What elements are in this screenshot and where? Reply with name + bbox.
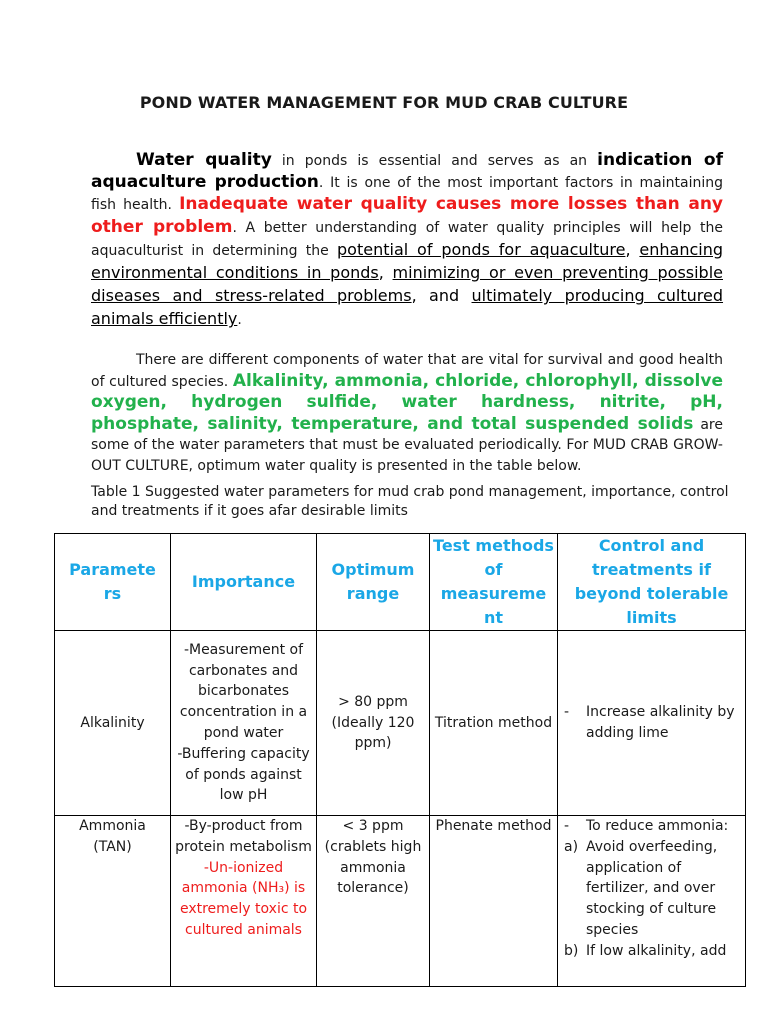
text-run: . It is one of the most important factors in maintaining fish health. xyxy=(91,175,723,214)
control-text: Avoid overfeeding, application of fertilizer, and over stocking of culture species xyxy=(586,838,718,938)
list-marker: - xyxy=(564,818,570,834)
phrase-enhancing-conditions: enhancing environmental conditions in ponds xyxy=(91,239,724,283)
phrase-producing-efficiently: ultimately producing cultured animals efficiently xyxy=(91,286,724,329)
optimum-line: (Ideally 120 ppm) xyxy=(331,714,415,752)
cell-control xyxy=(558,816,746,987)
list-marker: - xyxy=(564,704,570,721)
water-parameters-table xyxy=(54,533,746,987)
cell-parameter: Ammonia (TAN) xyxy=(55,816,171,987)
cell-parameter: Alkalinity xyxy=(55,631,171,816)
phrase-indication: indication of aquaculture production xyxy=(91,150,723,193)
importance-line: -Measurement of carbonates and bicarbonates concentration in a pond water xyxy=(179,641,308,741)
control-item xyxy=(564,941,742,962)
text-run: , xyxy=(625,239,640,259)
control-text: Increase alkalinity by adding lime xyxy=(586,704,735,741)
text-run: , xyxy=(378,263,393,283)
control-item xyxy=(564,816,742,837)
cell-importance xyxy=(171,816,317,987)
control-text: If low alkalinity, add xyxy=(586,942,727,959)
phrase-water-quality: Water quality xyxy=(136,150,272,170)
phrase-potential-ponds: potential of ponds for aquaculture xyxy=(337,239,626,259)
text-run: , and xyxy=(411,286,472,306)
control-item xyxy=(564,837,742,941)
table-header-row xyxy=(55,534,746,631)
importance-line-warning: -Un-ionized ammonia (NH₃) is extremely toxic to cultured animals xyxy=(179,859,308,938)
optimum-line: > 80 ppm xyxy=(338,693,408,710)
header-control-treatments: Control and treatments if beyond tolerable limits xyxy=(558,534,746,631)
text-run: . A better understanding of water quality principles will help the aquaculturist in determining the xyxy=(91,219,723,259)
text-run: There are different components of water that are vital for survival and good health of cultured species. xyxy=(91,352,723,390)
header-importance: Importance xyxy=(171,534,317,631)
parameter-list: Alkalinity, ammonia, chloride, chlorophyll, dissolve oxygen, hydrogen sulfide, water hardness, nitrite, pH, phosphate, salinity, temperature, and total suspended solids xyxy=(91,370,723,434)
header-test-methods: Test methods of measureme nt xyxy=(430,534,558,631)
cell-optimum xyxy=(317,816,430,987)
optimum-line: < 3 ppm (crablets high ammonia tolerance) xyxy=(324,818,422,897)
cell-test-method: Phenate method xyxy=(430,816,558,987)
document-title: POND WATER MANAGEMENT FOR MUD CRAB CULTURE xyxy=(139,93,629,112)
text-run: in ponds is essential and serves as an xyxy=(271,153,598,169)
cell-optimum xyxy=(317,631,430,816)
paragraph-water-quality xyxy=(91,150,723,332)
importance-line: -By-product from protein metabolism xyxy=(175,818,312,855)
header-optimum-range: Optimum range xyxy=(317,534,430,631)
cell-importance xyxy=(171,631,317,816)
header-parameters: Paramete rs xyxy=(55,534,171,631)
cell-test-method: Titration method xyxy=(430,631,558,816)
table-caption: Table 1 Suggested water parameters for mud crab pond management, importance, control and treatments if it goes afar desirable limits xyxy=(91,484,729,519)
text-run: are some of the water parameters that must be evaluated periodically. For MUD CRAB GROW-OUT CULTURE, optimum water quality is presented in the table below. xyxy=(91,416,723,474)
phrase-inadequate-quality: Inadequate water quality causes more losses than any other problem xyxy=(91,194,724,237)
phrase-minimizing-diseases: minimizing or even preventing possible diseases and stress-related problems xyxy=(91,263,723,306)
list-marker: b) xyxy=(564,942,579,959)
table-row-alkalinity xyxy=(55,631,746,816)
paragraph-water-components xyxy=(91,350,723,476)
cell-control xyxy=(558,631,746,816)
list-marker: a) xyxy=(564,838,579,855)
table-row-ammonia xyxy=(55,816,746,987)
importance-line: -Buffering capacity of ponds against low pH xyxy=(177,745,310,804)
text-run: . xyxy=(237,312,242,329)
control-text: To reduce ammonia: xyxy=(586,818,729,834)
control-item xyxy=(564,702,742,744)
